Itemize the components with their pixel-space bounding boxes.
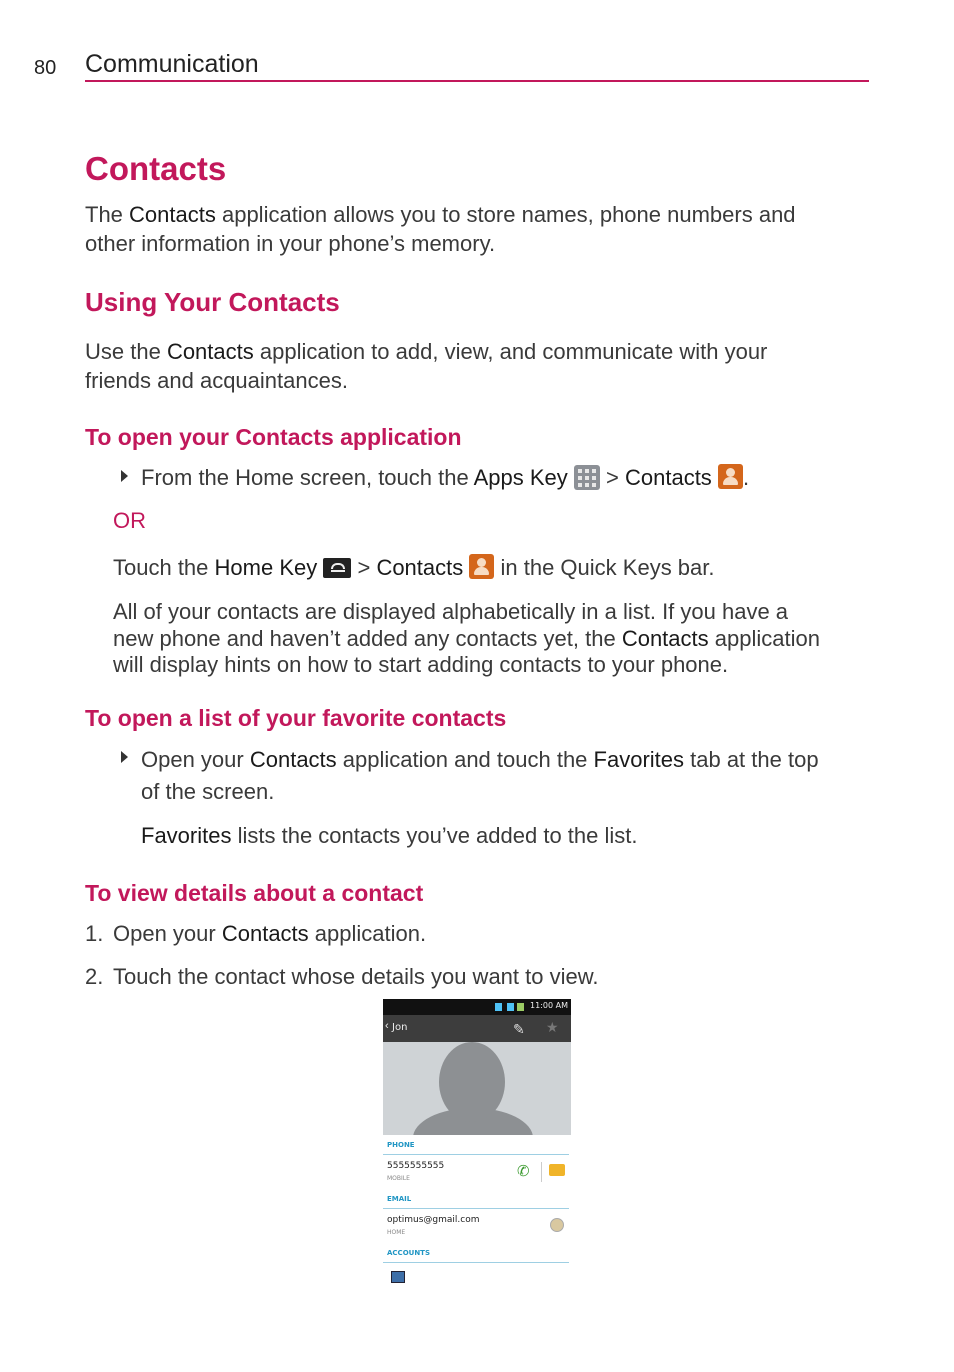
contacts-label: Contacts <box>624 465 712 490</box>
favorites-label: Favorites <box>141 823 232 848</box>
bullet-arrow-icon <box>121 470 128 482</box>
desc-text: application <box>708 625 820 651</box>
desc-text: All of your contacts are displayed alphabetically in a list. If you have a <box>113 599 789 624</box>
bullet-arrow-icon <box>121 751 128 763</box>
home-key-icon <box>323 558 351 578</box>
separator: > <box>351 555 377 580</box>
intro-paragraph <box>85 200 885 258</box>
intro-bold: Contacts <box>129 202 216 227</box>
separator: > <box>599 465 625 490</box>
step-text: From the Home screen, touch the <box>141 465 474 490</box>
step-text: application and touch the <box>336 747 594 772</box>
heading-open-app: To open your Contacts application <box>85 424 462 450</box>
desc-text: new phone and haven’t added any contacts yet, the <box>113 625 622 651</box>
step-number: 2. <box>85 964 104 989</box>
using-text: friends and acquaintances. <box>85 368 348 393</box>
accounts-section-label: ACCOUNTS <box>387 1249 431 1257</box>
section-divider <box>383 1262 569 1263</box>
back-arrow-icon[interactable]: ‹ <box>385 1020 389 1032</box>
contacts-label: Contacts <box>249 747 337 772</box>
period: . <box>742 465 750 490</box>
account-icon <box>391 1271 405 1283</box>
contacts-description <box>113 599 893 679</box>
status-bar <box>383 999 571 1015</box>
phone-screenshot <box>383 999 571 1284</box>
using-text: Use the <box>85 339 167 364</box>
favorites-step <box>141 744 881 808</box>
or-label: OR <box>113 508 146 533</box>
pencil-icon[interactable]: ✎ <box>513 1021 525 1037</box>
wifi-icon <box>495 1003 502 1011</box>
avatar-head <box>439 1042 505 1122</box>
header-rule <box>85 80 869 82</box>
email-type: HOME <box>387 1229 406 1236</box>
open-app-step <box>141 463 881 492</box>
heading-favorites: To open a list of your favorite contacts <box>85 705 507 731</box>
intro-text: application allows you to store names, phone numbers and <box>215 202 796 227</box>
contacts-app-icon <box>469 554 494 579</box>
using-text: application to add, view, and communicate with your <box>253 339 768 364</box>
contact-avatar <box>383 1042 571 1135</box>
contacts-label: Contacts <box>221 921 309 946</box>
desc-text: will display hints on how to start adding contacts to your phone. <box>113 652 729 677</box>
step-text: of the screen. <box>141 779 275 804</box>
subheading-using: Using Your Contacts <box>85 287 340 317</box>
favorites-label: Favorites <box>593 747 685 772</box>
section-title: Communication <box>85 50 259 78</box>
phone-call-icon[interactable]: ✆ <box>517 1163 530 1180</box>
contact-name: Jon <box>392 1022 408 1033</box>
section-divider <box>383 1208 569 1209</box>
email-address[interactable]: optimus@gmail.com <box>387 1215 480 1225</box>
phone-number[interactable]: 5555555555 <box>387 1161 445 1171</box>
details-step-1 <box>113 919 873 948</box>
open-app-alt-step <box>113 553 873 582</box>
battery-icon <box>517 1003 524 1011</box>
step-text: in the Quick Keys bar. <box>494 555 715 580</box>
email-icon[interactable] <box>550 1218 564 1232</box>
step-text: Open your <box>113 921 222 946</box>
home-key-label: Home Key <box>214 555 318 580</box>
section-divider <box>383 1154 569 1155</box>
intro-text: other information in your phone’s memory. <box>85 231 496 256</box>
email-section-label: EMAIL <box>387 1195 412 1203</box>
signal-icon <box>507 1003 514 1011</box>
note-text: lists the contacts you’ve added to the list. <box>231 823 638 848</box>
using-paragraph <box>85 337 885 395</box>
heading-details: To view details about a contact <box>85 880 424 906</box>
apps-key-label: Apps Key <box>473 465 568 490</box>
page-title: Contacts <box>85 150 227 187</box>
desc-bold: Contacts <box>621 625 709 651</box>
phone-type: MOBILE <box>387 1175 410 1182</box>
step-text: Open your <box>141 747 250 772</box>
using-bold: Contacts <box>166 339 254 364</box>
message-icon[interactable] <box>549 1164 565 1176</box>
action-bar <box>383 1015 571 1042</box>
step-text: application. <box>308 921 427 946</box>
status-time: 11:00 AM <box>530 1001 568 1010</box>
contacts-label: Contacts <box>376 555 464 580</box>
divider <box>541 1162 542 1182</box>
star-icon[interactable]: ★ <box>546 1019 559 1035</box>
step-text: tab at the top <box>684 747 819 772</box>
step-number: 1. <box>85 921 104 946</box>
phone-section-label: PHONE <box>387 1141 415 1149</box>
page-number: 80 <box>34 57 57 79</box>
contacts-app-icon <box>718 464 743 489</box>
step-text: Touch the <box>113 555 215 580</box>
details-step-2: Touch the contact whose details you want to view. <box>113 964 599 989</box>
favorites-note <box>141 821 881 850</box>
apps-grid-icon <box>574 465 600 490</box>
intro-text: The <box>85 202 130 227</box>
